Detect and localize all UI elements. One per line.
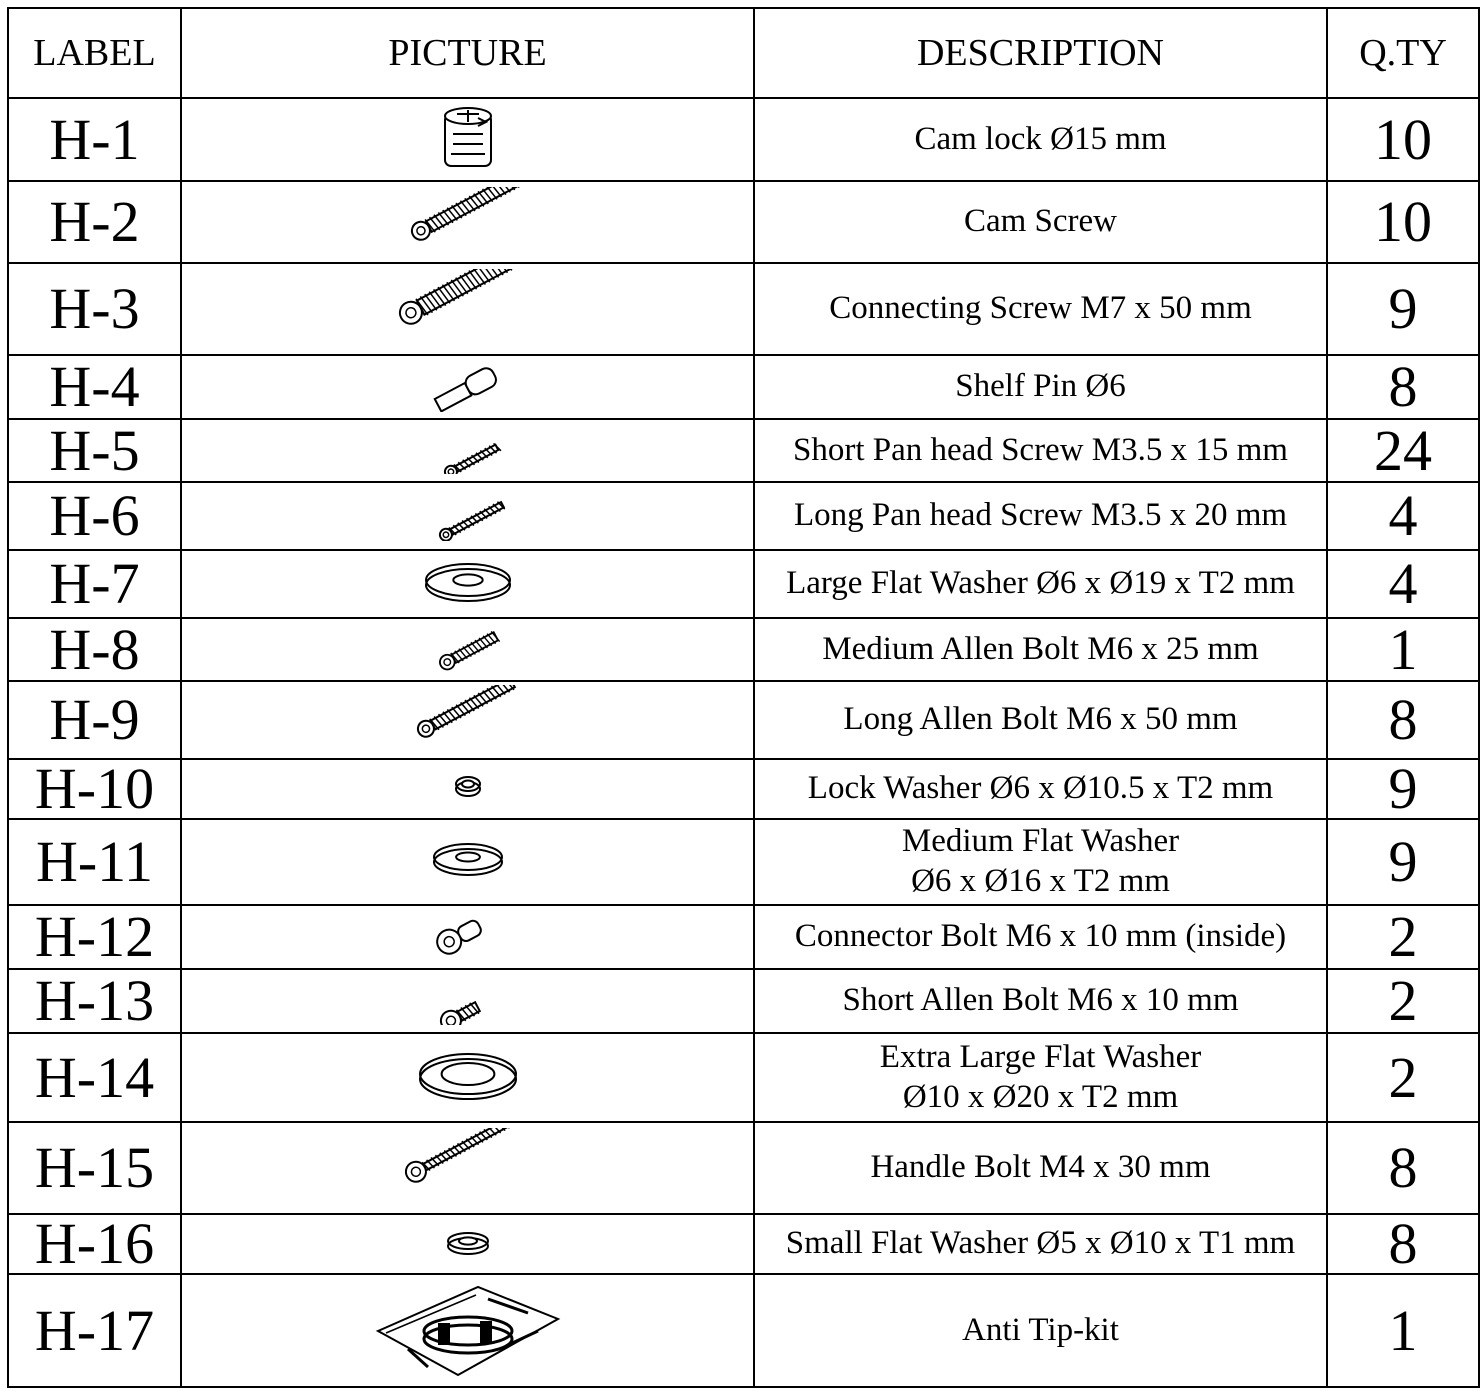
description-line: Cam Screw — [963, 203, 1118, 240]
description-line: Ø10 x Ø20 x T2 mm — [902, 1078, 1179, 1115]
part-picture — [181, 759, 754, 819]
description-line: Ø6 x Ø16 x T2 mm — [911, 863, 1170, 899]
part-quantity: 4 — [1327, 550, 1479, 618]
part-quantity: 24 — [1327, 419, 1479, 482]
part-picture — [181, 1274, 754, 1387]
part-picture — [181, 1122, 754, 1214]
part-picture — [181, 263, 754, 355]
part-picture — [181, 550, 754, 618]
description-line: Medium Allen Bolt M6 x 25 mm — [822, 630, 1259, 667]
table-row — [8, 1122, 1479, 1214]
description-line: Medium Flat Washer — [901, 823, 1180, 860]
part-quantity: 2 — [1327, 969, 1479, 1033]
part-picture — [181, 905, 754, 969]
table-row — [8, 1274, 1479, 1387]
part-picture — [181, 969, 754, 1033]
table-row — [8, 419, 1479, 482]
part-quantity: 8 — [1327, 1122, 1479, 1214]
header-label: LABEL — [8, 8, 181, 98]
part-quantity: 2 — [1327, 905, 1479, 969]
extra-large-flat-washer-icon — [398, 1050, 538, 1106]
part-quantity: 2 — [1327, 1033, 1479, 1122]
part-quantity: 1 — [1327, 1274, 1479, 1387]
table-row — [8, 98, 1479, 181]
description-line: Connecting Screw M7 x 50 mm — [829, 290, 1252, 327]
description-line: Lock Washer Ø6 x Ø10.5 x T2 mm — [807, 770, 1274, 807]
hardware-table — [7, 7, 1480, 1388]
part-description — [754, 1214, 1327, 1274]
table-row — [8, 181, 1479, 263]
handle-bolt-icon — [393, 1128, 543, 1208]
table-row — [8, 759, 1479, 819]
shelf-pin-icon — [423, 362, 513, 412]
table-row — [8, 969, 1479, 1033]
table-row — [8, 482, 1479, 550]
medium-flat-washer-icon — [398, 840, 538, 884]
long-pan-head-screw-icon — [423, 491, 513, 541]
part-quantity: 9 — [1327, 263, 1479, 355]
part-quantity: 10 — [1327, 98, 1479, 181]
part-picture — [181, 419, 754, 482]
part-label: H-13 — [8, 969, 181, 1033]
part-label: H-8 — [8, 618, 181, 681]
part-quantity: 8 — [1327, 681, 1479, 759]
part-quantity: 8 — [1327, 355, 1479, 419]
part-picture — [181, 1033, 754, 1122]
part-quantity: 10 — [1327, 181, 1479, 263]
table-row — [8, 263, 1479, 355]
part-label: H-14 — [8, 1033, 181, 1122]
part-label: H-2 — [8, 181, 181, 263]
table-row — [8, 618, 1479, 681]
part-description — [754, 759, 1327, 819]
small-flat-washer-icon — [398, 1229, 538, 1259]
part-description — [754, 181, 1327, 263]
part-description — [754, 905, 1327, 969]
part-label: H-12 — [8, 905, 181, 969]
part-label: H-16 — [8, 1214, 181, 1274]
description-line: Cam lock Ø15 mm — [914, 120, 1167, 157]
large-flat-washer-icon — [398, 560, 538, 608]
header-row — [8, 8, 1479, 98]
part-label: H-4 — [8, 355, 181, 419]
part-label: H-15 — [8, 1122, 181, 1214]
description-line: Short Allen Bolt M6 x 10 mm — [842, 982, 1239, 1019]
part-picture — [181, 98, 754, 181]
part-label: H-1 — [8, 98, 181, 181]
description-line: Handle Bolt M4 x 30 mm — [870, 1149, 1211, 1186]
part-picture — [181, 482, 754, 550]
part-description — [754, 482, 1327, 550]
table-row — [8, 681, 1479, 759]
table-row — [8, 550, 1479, 618]
part-description — [754, 355, 1327, 419]
part-description — [754, 263, 1327, 355]
long-allen-bolt-icon — [403, 685, 533, 755]
part-description — [754, 618, 1327, 681]
part-label: H-5 — [8, 419, 181, 482]
connecting-screw-icon — [388, 269, 548, 349]
description-line: Long Allen Bolt M6 x 50 mm — [843, 701, 1238, 738]
part-label: H-6 — [8, 482, 181, 550]
description-line: Long Pan head Screw M3.5 x 20 mm — [793, 497, 1288, 534]
table-row — [8, 905, 1479, 969]
part-label: H-11 — [8, 819, 181, 905]
part-quantity: 9 — [1327, 819, 1479, 905]
lock-washer-icon — [398, 773, 538, 805]
description-line: Anti Tip-kit — [962, 1311, 1119, 1348]
part-description — [754, 98, 1327, 181]
description-line: Small Flat Washer Ø5 x Ø10 x T1 mm — [785, 1225, 1296, 1262]
part-picture — [181, 681, 754, 759]
part-picture — [181, 1214, 754, 1274]
description-line: Shelf Pin Ø6 — [955, 368, 1126, 405]
header-picture: PICTURE — [181, 8, 754, 98]
part-quantity: 4 — [1327, 482, 1479, 550]
description-line: Short Pan head Screw M3.5 x 15 mm — [793, 431, 1288, 468]
part-description — [754, 969, 1327, 1033]
table-row — [8, 355, 1479, 419]
part-description — [754, 550, 1327, 618]
cam-screw-icon — [398, 187, 538, 257]
header-description: DESCRIPTION — [754, 8, 1327, 98]
part-description — [754, 419, 1327, 482]
part-quantity: 8 — [1327, 1214, 1479, 1274]
part-description — [754, 681, 1327, 759]
short-pan-head-screw-icon — [428, 428, 508, 474]
header-qty: Q.TY — [1327, 8, 1479, 98]
part-picture — [181, 618, 754, 681]
part-picture — [181, 355, 754, 419]
part-picture — [181, 819, 754, 905]
anti-tip-kit-icon — [368, 1279, 568, 1383]
part-label: H-3 — [8, 263, 181, 355]
part-label: H-9 — [8, 681, 181, 759]
part-description — [754, 819, 1327, 905]
description-line: Extra Large Flat Washer — [879, 1038, 1202, 1075]
description-line: Large Flat Washer Ø6 x Ø19 x T2 mm — [786, 565, 1295, 602]
medium-allen-bolt-icon — [426, 622, 509, 677]
part-description — [754, 1122, 1327, 1214]
part-quantity: 9 — [1327, 759, 1479, 819]
part-label: H-7 — [8, 550, 181, 618]
table-row — [8, 1033, 1479, 1122]
part-picture — [181, 181, 754, 263]
connector-bolt-icon — [428, 913, 508, 961]
short-allen-bolt-icon — [428, 977, 508, 1025]
description-line: Connector Bolt M6 x 10 mm (inside) — [794, 918, 1287, 955]
part-description — [754, 1033, 1327, 1122]
part-label: H-10 — [8, 759, 181, 819]
table-row — [8, 819, 1479, 905]
table-row — [8, 1214, 1479, 1274]
part-label: H-17 — [8, 1274, 181, 1387]
part-quantity: 1 — [1327, 618, 1479, 681]
cam-lock-icon — [433, 104, 503, 176]
part-description — [754, 1274, 1327, 1387]
